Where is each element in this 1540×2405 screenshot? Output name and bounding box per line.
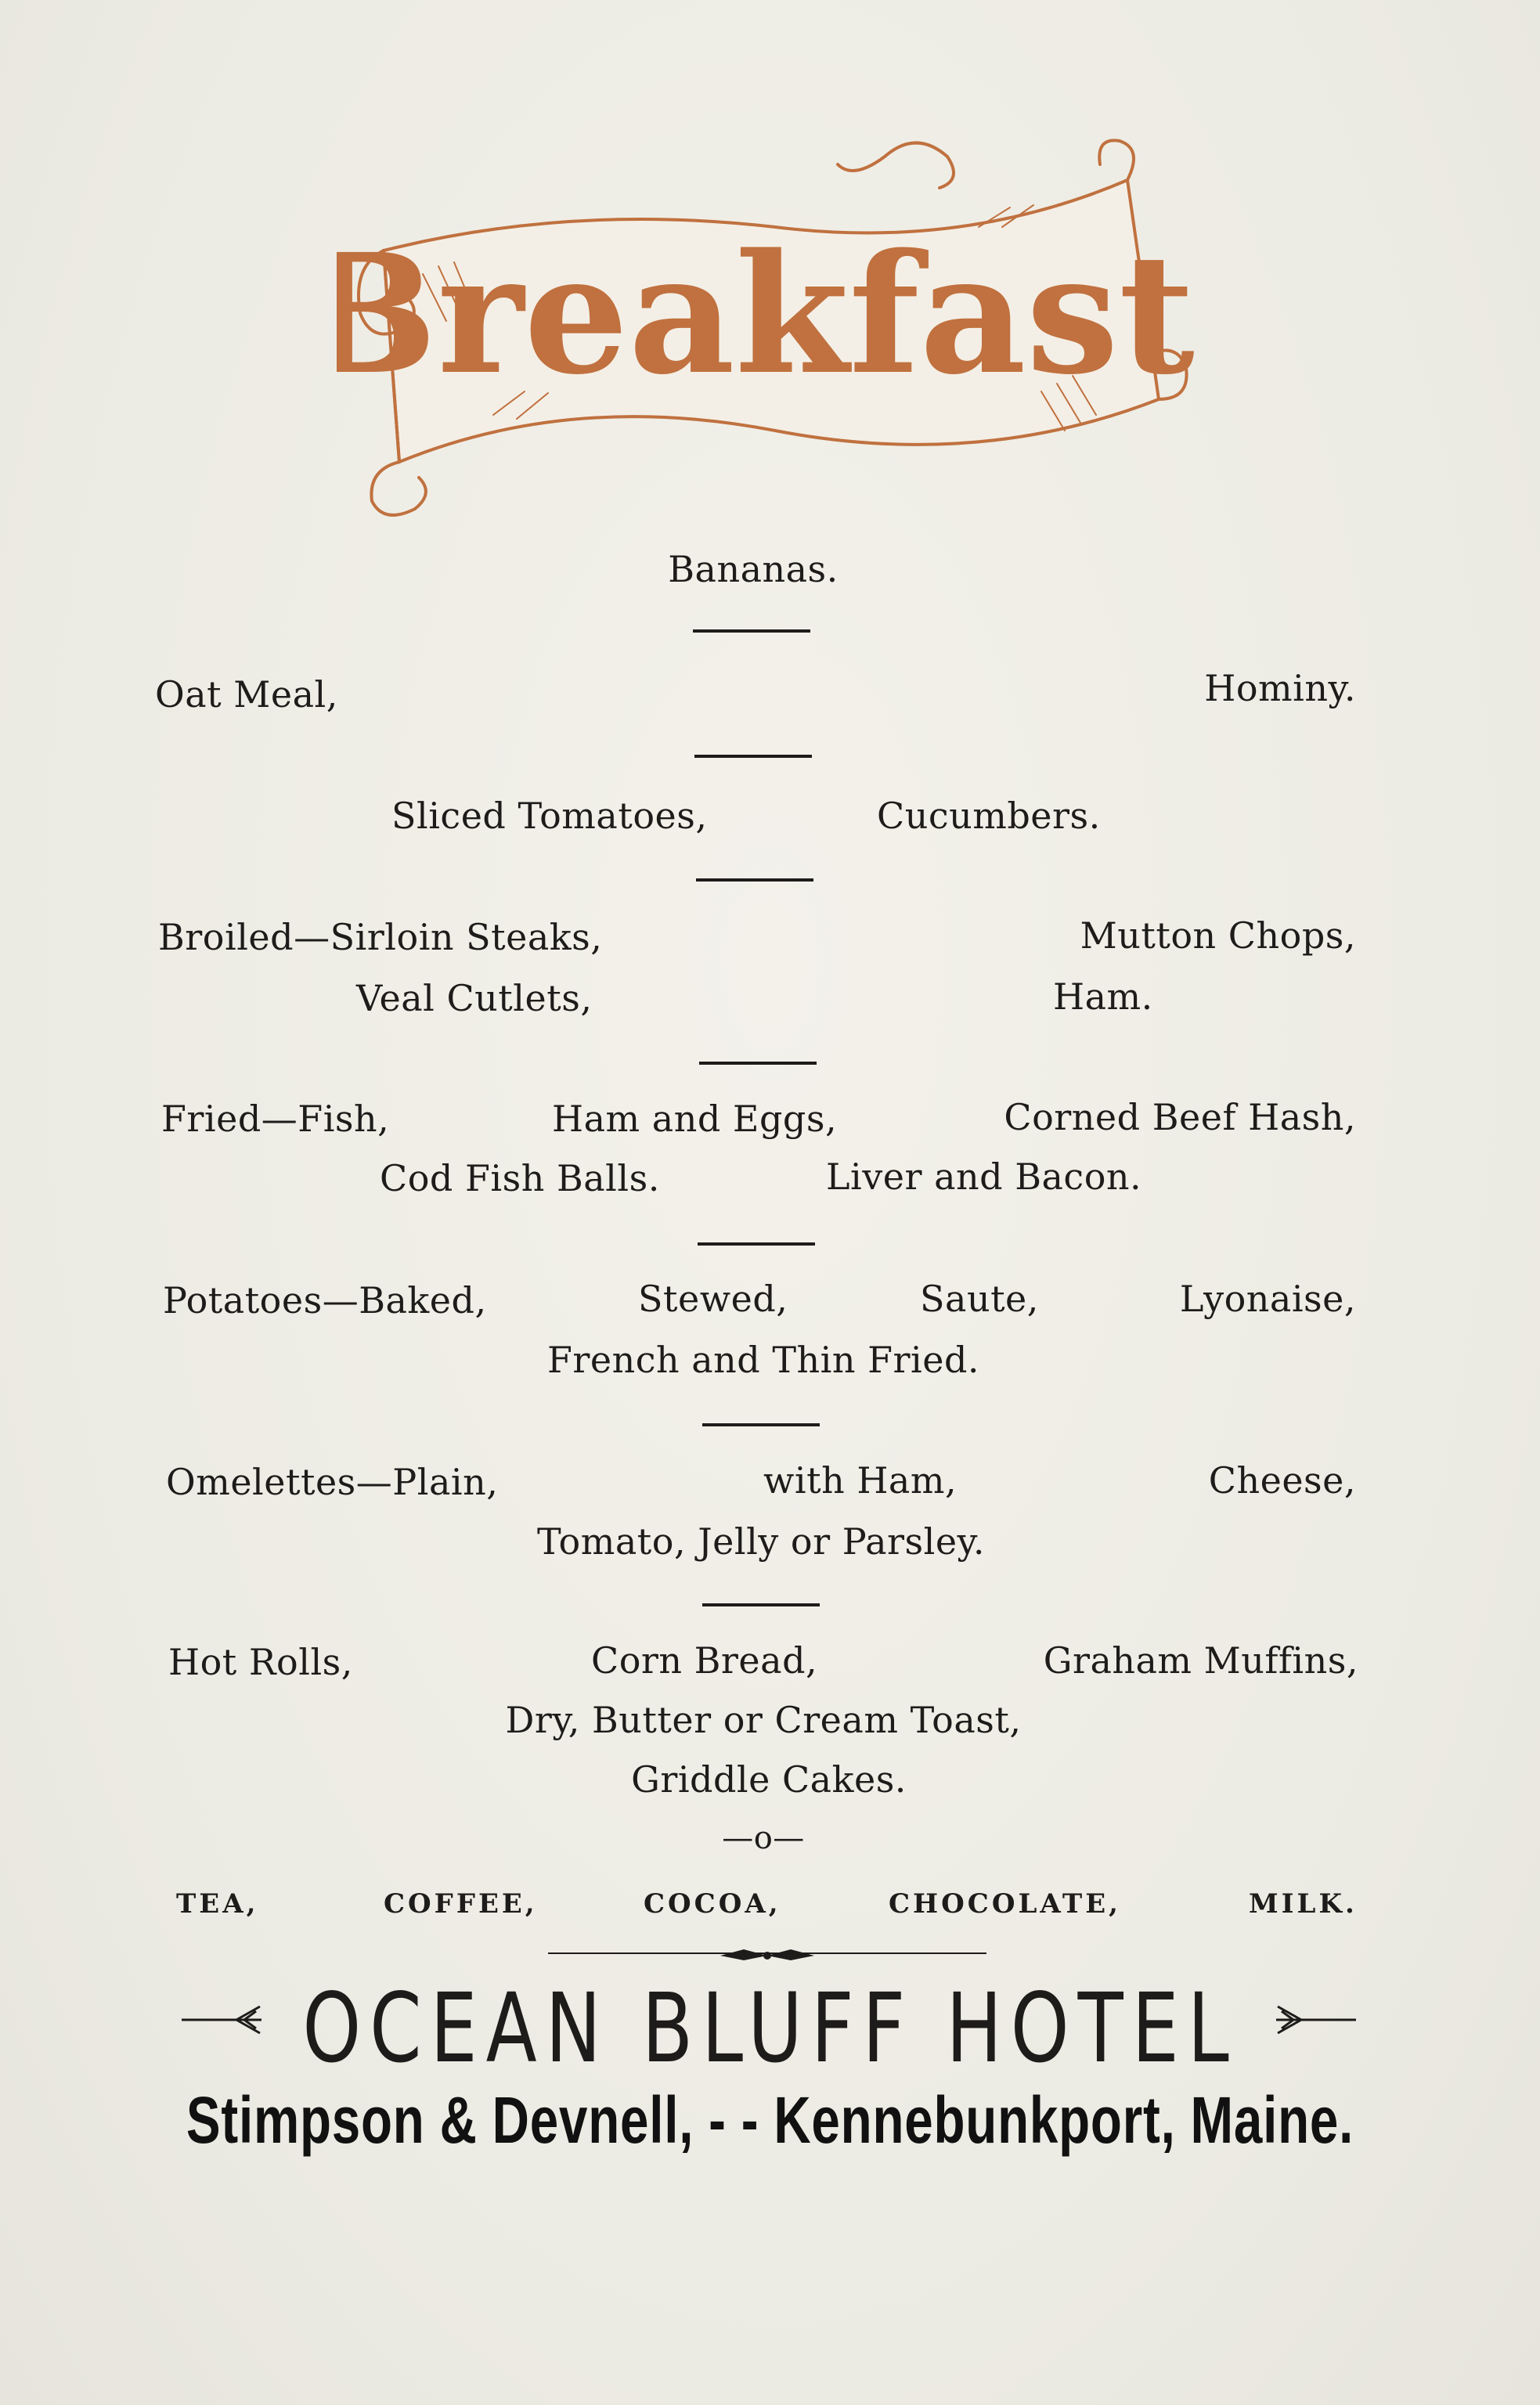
item-cheese: Cheese, <box>1208 1459 1356 1502</box>
item-corned-beef-hash: Corned Beef Hash, <box>1004 1096 1356 1138</box>
item-bananas: Bananas. <box>668 548 839 590</box>
beverage-coffee: COFFEE, <box>384 1888 538 1920</box>
item-ham-and-eggs: Ham and Eggs, <box>552 1098 838 1140</box>
beverage-chocolate: CHOCOLATE, <box>889 1888 1121 1920</box>
item-toast: Dry, Butter or Cream Toast, <box>505 1699 1022 1741</box>
divider <box>702 1423 820 1426</box>
item-potatoes-baked: Potatoes—Baked, <box>163 1279 487 1321</box>
item-hot-rolls: Hot Rolls, <box>168 1641 353 1683</box>
item-veal-cutlets: Veal Cutlets, <box>356 977 593 1019</box>
item-stewed: Stewed, <box>638 1278 788 1320</box>
item-liver-and-bacon: Liver and Bacon. <box>826 1156 1142 1198</box>
beverage-milk: MILK. <box>1249 1888 1358 1920</box>
item-ham: Ham. <box>1053 975 1153 1018</box>
divider <box>693 629 810 633</box>
divider <box>699 1062 817 1065</box>
item-french-thin-fried: French and Thin Fried. <box>546 1339 980 1381</box>
beverage-tea: TEA, <box>176 1888 259 1920</box>
hotel-name: OCEAN BLUFF HOTEL <box>302 1973 1238 2084</box>
item-sliced-tomatoes: Sliced Tomatoes, <box>391 795 708 837</box>
divider <box>696 878 813 882</box>
item-broiled-sirloin: Broiled—Sirloin Steaks, <box>158 916 603 958</box>
item-corn-bread: Corn Bread, <box>591 1639 818 1682</box>
ornamental-rule-icon <box>548 1940 986 1971</box>
item-saute: Saute, <box>920 1278 1039 1320</box>
beverage-cocoa: COCOA, <box>644 1888 781 1920</box>
item-graham-muffins: Graham Muffins, <box>1043 1639 1358 1682</box>
item-cucumbers: Cucumbers. <box>877 795 1101 837</box>
item-fried-fish: Fried—Fish, <box>161 1098 390 1140</box>
item-lyonaise: Lyonaise, <box>1179 1278 1356 1320</box>
proprietors-location: Stimpson & Devnell, - - Kennebunkport, Maine. <box>186 2083 1354 2157</box>
divider <box>698 1242 815 1246</box>
item-hominy: Hominy. <box>1204 667 1356 709</box>
item-griddle-cakes: Griddle Cakes. <box>631 1758 907 1801</box>
item-tomato-jelly-parsley: Tomato, Jelly or Parsley. <box>536 1520 986 1563</box>
item-mutton-chops: Mutton Chops, <box>1080 914 1356 957</box>
divider <box>702 1603 820 1606</box>
item-with-ham: with Ham, <box>763 1459 958 1502</box>
separator-o: —o— <box>722 1820 805 1856</box>
item-oat-meal: Oat Meal, <box>155 673 338 716</box>
banner-title: Breakfast. <box>337 218 1206 411</box>
item-omelettes-plain: Omelettes—Plain, <box>166 1461 499 1503</box>
item-cod-fish-balls: Cod Fish Balls. <box>380 1157 660 1199</box>
divider <box>694 755 812 758</box>
scroll-ribbon-icon <box>337 133 1206 525</box>
breakfast-banner <box>337 133 1206 525</box>
